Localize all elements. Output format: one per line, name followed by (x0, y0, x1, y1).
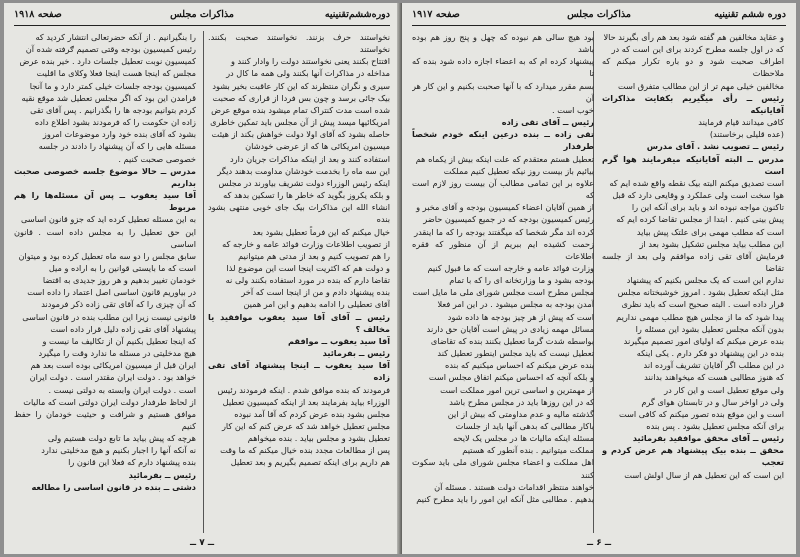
text-line: شده است مدت کنتراک تمام میشود بنده موقع عرض (211, 104, 390, 115)
text-line: پیشنهاد آقای تقی زاده دلیل قرار داده است (50, 323, 196, 334)
text-line: رئیس ــ بفرمائید (322, 348, 390, 359)
text-line: که در این روزها باید در مجلس مطرح باشد (449, 396, 594, 407)
text-line: آقا سید یعقوب ــ اینجا پیشنهاد آقای تقی زاده (208, 360, 390, 383)
left-column-divider (203, 31, 204, 533)
text-line: رئیس ــ آقای محقق موافقید بفرمائید (632, 433, 784, 444)
right-page-footer-number: ــ ۶ ــ (586, 538, 612, 548)
text-line: اینکه رئیس الوزراء دولت تشریف بیاورند در مجلس (218, 177, 390, 188)
left-page (4, 3, 400, 554)
text-line: مجلس که اینجا هست اینجا فعلا وکلای ما اقلیت (36, 68, 196, 79)
text-line: حاصله بشود که آقای اولا دولت خواهش بکند از هیئت (211, 129, 390, 140)
text-line: از لحاظ طرفدار دولت ایران دولتی است که مالیات (23, 396, 196, 407)
text-line: بیائیم باز بیست روز نیکه تعطیل کنیم مملکت (443, 165, 594, 176)
text-line: مخالفین خیلی مهم تر از این مطالب متفرق است (618, 80, 784, 91)
text-line: امریکائیها میسد پیش از آن مجلس باید تمکین خاطری (210, 117, 390, 128)
text-line: این مطلب بیاید مجلس تشکیل بشود بعد از (639, 238, 784, 249)
text-line: هم داریم برای اینکه تصمیم بگیریم و بعد تعطیل (230, 457, 390, 468)
text-line: بسم مقرر میدارد که با آنها صحبت بکنیم و این کار هر آن (412, 80, 594, 103)
text-line: در این مطلب اگر آقایان تشریف آورده اند (643, 360, 784, 371)
text-line: افتتاح بکنند یعنی نخواستند دولت را وادار کنند و (230, 56, 390, 67)
text-line: بنده در این پیشنهاد دو فکر دارم . یکی اینکه (636, 348, 784, 359)
text-line: که اینجا تعطیل بکنیم آن از تکالیف ما نیست و (42, 335, 196, 346)
text-line: کمیسیون بودجه جلسات خیلی کمتر دارد و ما آنجا (29, 80, 196, 91)
text-line: مسئله هایی را که آن پیشنهاد را دادند در جلسه (38, 141, 196, 152)
text-line: از تصویب اطلاعات وزارت فوائد عامه و خارجه که (222, 238, 390, 249)
text-line: کردم بتوانیم بودجه ها را بگذرانیم . پس آقای تقی (30, 104, 196, 115)
text-line: نه آنکه آنها را اجبار بکنیم و هیچ مدخلیتی ندارد (41, 445, 196, 456)
text-line: این است که این تعطیل هم از سال اولش است (624, 469, 784, 480)
left-page-footer-number: ــ ۷ ــ (189, 538, 215, 548)
text-line: موافق هستیم و شرافت و حیثیت خودمان را حفظ کنیم (14, 408, 196, 431)
text-line: آقا سید یعقوب ــ موافقم (288, 335, 390, 346)
text-line: مداخله در مذاکرات آنها بکنند ولی همه ما کال در (226, 68, 390, 79)
text-line: است که ما بایستی قوانین را به اراده و میل (48, 262, 196, 273)
text-line: اطراف صحبت شود و دو باره تکرار میکنم که ملاحظات (602, 56, 784, 79)
text-line: بنده پیشنهاد دارم که فعلا این قانون را (68, 457, 196, 468)
text-line: قانونی نیست زیرا این مطلب بنده در قانون اساسی (22, 311, 196, 322)
text-line: اهل مملکت و اعضاء مجلس شورای ملی باید سکوت کنند (412, 457, 594, 480)
text-line: محقق ــ بنده بیک پیشنهاد هم عرض کردم و تعجب (602, 445, 784, 468)
right-page-left-column (412, 31, 594, 533)
text-line: کمیسیون نوبت تعطیل جلسات دارد . خیر بنده عرض (19, 56, 196, 67)
text-line: ولی موقع تعطیل است و این کار در (664, 384, 784, 395)
text-line: تعطیل نیست که باید مجلس اینطور تعطیل کند (437, 348, 594, 359)
text-line: مسائل مهمه زیادی در پیش است آقایان حق دارند (426, 323, 594, 334)
text-line: تعطیل بشود و مجلس بیاید . بنده میخواهم (247, 433, 390, 444)
text-line: میسیون امریکائی ها که از عرضی خودشان (245, 141, 390, 152)
text-line: پیشنهاد کرده ام که به اعضاء اجازه داده شود بنده که تا (412, 56, 594, 79)
text-line: بنده عرض میکنم که احساس میکنیم که بنده (445, 360, 594, 371)
text-line: به این مسئله تعطیل کرده اید که جزو قانون اساسی (20, 214, 196, 225)
text-line: خودمان تغییر بدهیم و هر روز جدیدی به اقتضا (42, 275, 196, 286)
text-line: کرده اند مگر شخصا که میگفتند بودجه را که ما اینقدر (414, 226, 594, 237)
text-line: زاده ان حکومت را که فرمودند بشود اطلاع داده (34, 117, 196, 128)
text-line: را هم تصویب کنیم و بعد از مدتی هم میتوانیم (238, 250, 390, 261)
text-line: فرمودند که بنده موافق شدم . اینکه فرمودند رئیس (217, 384, 390, 395)
text-line: این حق تعطیل را به مجلس داده است . قانون اساسی (14, 226, 196, 249)
text-line: و دولت هم که اکثریت اینجا است این موضوع لذا (226, 262, 390, 273)
text-line: الوزراء بیاید بفرمایند بعد از اینکه کمیسیون تعطیل (222, 396, 390, 407)
text-line: بشود که آقای بنده خود وارد موضوعات امروز (42, 129, 196, 140)
text-line: بدهیم . مطالبی مثل آنکه این امور را باید مطرح کنیم (416, 493, 594, 504)
text-line: خوب است . (552, 104, 594, 115)
text-line: بنده پیشنهاد دادم و من از اینجا است که آخر (241, 287, 390, 298)
text-line: مدرس ــ حالا موضوع جلسه خصوصی صحبت بداریم (14, 165, 196, 188)
text-line: رئیس ــ تصویب نشد . آقای مدرس (646, 141, 784, 152)
left-header-rule (14, 25, 390, 26)
text-line: نخواستند حرف بزنند. نخواستند صحبت بکنند. نخواستند (208, 32, 390, 55)
right-header-rule (412, 25, 786, 26)
text-line: پس از مطالعات مجدد بنده خیال میکنم که ما وقت (220, 445, 390, 456)
text-line: خیال میکنم که این فرماً تعطیل بشود بعد (252, 226, 390, 237)
right-header-series: دوره ششم تقنینیه (714, 9, 786, 20)
text-line: رئیس ــ بفرمائید (128, 469, 196, 480)
text-line: از همین آقایان اعضاء کمیسیون بودجه و آقای مخبر و (416, 202, 594, 213)
text-line: ندارم این است که یک مجلس بکنیم که پیشنهاد (626, 275, 784, 286)
text-line: فرمایش آقای تقی زاده موافقم ولی بعد از جلسه تقاضا (602, 250, 784, 273)
text-line: سیری و نگران منتظرند که این کار عاقبت بخیر بشود (212, 80, 390, 91)
text-line: و عقاید مخالفین هم گفته شود بعد هم رأی بگیرند حالا (603, 32, 784, 42)
text-line: تاکنون مواجه نبوده اند و باید برای آنکه این را (631, 202, 784, 213)
right-page (402, 3, 796, 554)
text-line: که هنوز مطالبی هست که میخواهند بدانند (644, 372, 784, 383)
text-line: و بلکه یکروز بگوید که خاطر ها را تسکین بدهد که (223, 190, 390, 201)
text-line: کافی میدانند قیام فرمایند (698, 117, 784, 128)
text-line: آقای تعطیلی را ادامه بدهیم و این امر همین (243, 299, 390, 310)
text-line: ولی در اواخر سال و در تابستان هوای گرم (641, 396, 784, 407)
text-line: قرامدن این بود که اگر مجلس تعطیل شد موقع نقیه (21, 92, 196, 103)
left-header-page-number: صفحه ۱۹۱۸ (14, 9, 62, 20)
text-line: مسئله اینکه مالیات ها در مجلس یک لایحه (453, 433, 594, 444)
text-line: (عده قلیلی برخاستند) (709, 129, 784, 140)
text-line: علاوه بر این تمامی مطالب آن بیست روز لازم است که (412, 177, 594, 201)
text-line: مدرس ــ البته آقایانیکه میفرمایند هوا گرم است (602, 153, 784, 176)
text-line: انشاء الله این مذاکرات بیک جای خوبی منتهی بشود بنده (208, 202, 390, 225)
right-page-header (412, 9, 786, 25)
text-line: برای آنکه مجلس تعطیل بشود . پس بنده (646, 421, 784, 431)
left-page-left-column (14, 31, 196, 533)
text-line: است که پیش از هر چیز بودجه ها داده شود (447, 311, 594, 322)
text-line: باکار مطالبی که بدهی آنها باید از جلسات (455, 421, 594, 431)
text-line: است تصدیق میکنم البته بیک نقطه واقع شده ایم که (609, 177, 784, 188)
left-header-title: مذاکرات مجلس (170, 9, 234, 20)
text-line: را بنگیرانیم . از آنکه حضرتعالی انتشار کردید که (35, 32, 196, 42)
text-line: بنده عرض میکنم که اولیای امور تصمیم میگیرند (623, 335, 784, 346)
text-line: هیچ مدخلیتی در مسئله ما ندارد وقت را میگیرد (38, 348, 196, 359)
text-line: پیدا شود که ما از مجلس هیچ مطلب مهمی نداریم (616, 311, 784, 322)
text-line: سابق مجلس را دو سه ماه تعطیل کرده بود و میتوان (18, 250, 196, 261)
text-line: بدون آنکه مجلس تعطیل بشود این مسئله را (635, 323, 784, 334)
text-line: تقاضا دارم که بنده در مورد استفاده بکنند ولی نه (225, 275, 390, 286)
text-line: خواهد بود . دولت ایران مقتدر است . دولت ایران (29, 372, 196, 383)
text-line: مملکت میتوانیم . بنده آنطور که هستیم (462, 445, 594, 456)
text-line: رئیس کمیسیون بودجه وقتی تصمیم ګرفته شده آن (25, 44, 196, 55)
text-line: تقی زاده ــ بنده درعین اینکه خودم شخصاً طرفدار (412, 129, 594, 152)
text-line: رئیس ــ رأی میگیریم بکفایت مذاکرات آقایانیکه (602, 92, 784, 115)
left-page-header (14, 9, 390, 25)
text-line: استفاده کنند و بعد از اینکه مذاکرات جریان دارد (229, 153, 390, 164)
text-line: هرچه که پیش بیاید ما تابع دولت هستیم ولی (47, 433, 196, 444)
left-header-series: دوره‌ششم‌تقنینیه (324, 9, 390, 20)
text-line: آمدن بودجه به مجلس میشود . در این امر فعلا (437, 299, 594, 310)
text-line: است و این موقع بنده تصور میکنم که کافی است (618, 408, 784, 419)
text-line: دشتی ــ بنده در قانون اساسی را مطالعه (31, 481, 196, 492)
text-line: از مهمترین و اساسی ترین امور مملکت است (440, 384, 594, 395)
scanned-book-spread (4, 3, 796, 554)
text-line: مجلس بشود بنده عرض کردم که آقا آمد نبوده (234, 408, 390, 419)
text-line: آقا سید یعقوب ــ پس آن مسئله‌ها را هم مربوط (14, 190, 196, 213)
text-line: در بیاوریم قانون اساسی اصل اعتماد را داده است (27, 287, 196, 298)
text-line: مجلس تعطیل خواهد شد که عرض کنم که این کار (221, 421, 390, 431)
right-page-right-column (602, 31, 784, 533)
text-line: پیش بینی کنیم . ابتدا از مجلس تقاضا کرده ایم که (616, 214, 784, 225)
text-line: تعطیل هستم معتقدم که علت اینکه بیش از یکماه هم (415, 153, 594, 164)
text-line: رئیس ــ آقای تقی زاده (501, 117, 594, 128)
text-line: که آن چیزی را که آقای تقی زاده ذکر فرمودند (41, 299, 196, 310)
text-line: مجلس مطرح است مجلس شورای ملی ما مایل است (412, 287, 594, 298)
text-line: رئیس ــ آقای آقا سید یعقوب موافقید یا مخالف ؟ (208, 311, 390, 334)
text-line: خواهند منتظر اقدامات دولت هستند . مسئله آن (434, 481, 594, 492)
text-line: وزارت فوائد عامه و خارجه است که ما قبول کنیم (427, 262, 594, 273)
text-line: بودجه بشود و ما وزارتخانه ای را که با تمام (449, 275, 594, 286)
text-line: قرار داده است . البته صحیح است که باید نظری (621, 299, 784, 310)
text-line: هوا سخت است ولی عملکرد و وقایعی دارد که قبل (612, 190, 784, 201)
text-line: رئیس کمیسیون بودجه که در جمیع کمیسیون حاضر (423, 214, 594, 225)
text-line: زحمت کشیده ایم ببریم از آن منظور که فقره اطلاعات (412, 238, 594, 261)
text-line: بواسطه شدت گرما تعطیل بکنند بنده که تقاضای (430, 335, 594, 346)
text-line: بود هیچ سالی هم نبوده که چهل و پنج روز هم بوده باشد (412, 32, 594, 55)
text-line: این سه ماه را بخدمت خودشان مداومت بدهند دیگر (217, 165, 390, 176)
text-line: خصوصی صحبت کنیم . (118, 153, 196, 164)
text-line: گذشته مالیه و عدم مداومتی که بیش از این (447, 408, 594, 419)
text-line: است که مطلب مهمی برای علتک پیش بیاید (636, 226, 784, 237)
text-line: است . دولت ایران وابسته به دولتی نیست . (48, 384, 196, 395)
left-page-right-column (208, 31, 390, 533)
text-line: مثل اینکه تعطیل بشود . امروز خوشبختانه مجلس (617, 287, 784, 298)
right-header-page-number: صفحه ۱۹۱۷ (412, 9, 460, 20)
text-line: ایران قبل از میسیون امریکائی بوده است بعد هم (30, 360, 196, 371)
text-line: که در اول جلسه مطرح کردند برای این است که در (611, 44, 784, 55)
text-line: بیک جائی برسد و چون بس فردا از قراری که صحبت (212, 92, 390, 103)
right-header-title: مذاکرات مجلس (567, 9, 631, 20)
text-line: و بلکه آنچه که احساس میکنم اتفاق مجلس است (428, 372, 594, 383)
